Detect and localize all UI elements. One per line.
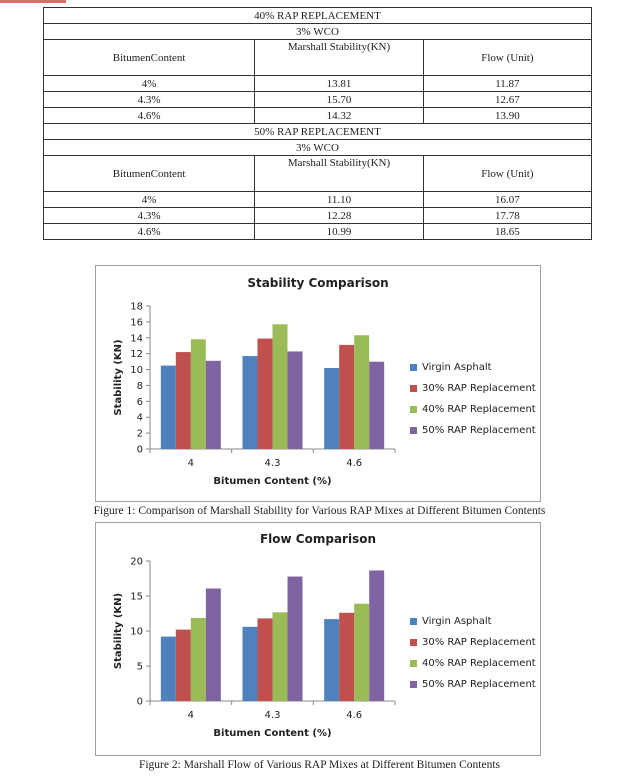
page-top-decoration <box>0 0 66 3</box>
header-bitumen-content: BitumenContent <box>44 156 255 192</box>
table-row <box>44 108 592 124</box>
x-axis-label: Bitumen Content (%) <box>213 476 332 487</box>
cell-bitumen: 4.6% <box>44 224 255 240</box>
y-tick-label: 15 <box>130 591 143 603</box>
x-axis-label: Bitumen Content (%) <box>213 728 332 739</box>
rap-results-table <box>43 7 592 240</box>
y-tick-label: 12 <box>130 349 143 361</box>
x-tick-label: 4.6 <box>346 458 363 469</box>
bar <box>258 339 273 449</box>
bar <box>243 627 258 701</box>
cell-flow: 16.07 <box>423 192 591 208</box>
legend-item: Virgin Asphalt <box>410 611 536 632</box>
table-40-title: 40% RAP REPLACEMENT <box>44 8 592 24</box>
stability-chart-legend <box>410 357 536 441</box>
y-tick-label: 10 <box>130 626 143 638</box>
bar <box>176 630 191 701</box>
y-axis-label: Stability (KN) <box>113 592 124 670</box>
y-tick-label: 0 <box>136 444 143 456</box>
cell-stability: 11.10 <box>255 192 423 208</box>
bar <box>288 577 303 701</box>
legend-item: 40% RAP Replacement <box>410 399 536 420</box>
y-tick-label: 16 <box>130 317 143 329</box>
legend-item: 50% RAP Replacement <box>410 674 536 695</box>
bar <box>258 618 273 701</box>
cell-stability: 14.32 <box>255 108 423 124</box>
y-tick-label: 18 <box>130 301 143 313</box>
y-tick-label: 14 <box>130 333 143 345</box>
cell-bitumen: 4.6% <box>44 108 255 124</box>
flow-chart <box>95 522 541 756</box>
header-marshall-stability: Marshall Stability(KN) <box>255 40 423 76</box>
table-row <box>44 192 592 208</box>
y-tick-label: 4 <box>136 412 143 424</box>
chart-title: Flow Comparison <box>259 532 377 546</box>
cell-stability: 13.81 <box>255 76 423 92</box>
flow-chart-legend <box>410 611 536 695</box>
cell-bitumen: 4% <box>44 192 255 208</box>
cell-flow: 17.78 <box>423 208 591 224</box>
bar <box>354 604 369 701</box>
x-tick-label: 4 <box>187 710 195 721</box>
table-row <box>44 208 592 224</box>
table-50-subtitle: 3% WCO <box>44 140 592 156</box>
y-tick-label: 2 <box>136 428 143 440</box>
y-tick-label: 0 <box>136 696 143 708</box>
bar <box>243 356 258 449</box>
stability-chart <box>95 265 541 502</box>
y-tick-label: 5 <box>136 661 143 673</box>
legend-item: 30% RAP Replacement <box>410 632 536 653</box>
cell-bitumen: 4.3% <box>44 208 255 224</box>
cell-stability: 10.99 <box>255 224 423 240</box>
cell-bitumen: 4.3% <box>44 92 255 108</box>
bar <box>354 335 369 449</box>
legend-item: Virgin Asphalt <box>410 357 536 378</box>
header-flow: Flow (Unit) <box>423 40 591 76</box>
bar <box>273 612 288 701</box>
bar <box>206 589 221 701</box>
y-axis-label: Stability (KN) <box>113 339 124 416</box>
header-bitumen-content: BitumenContent <box>44 40 255 76</box>
y-tick-label: 10 <box>130 365 143 377</box>
bar <box>324 368 339 449</box>
legend-item: 30% RAP Replacement <box>410 378 536 399</box>
bar <box>273 324 288 449</box>
bar <box>161 366 176 449</box>
x-tick-label: 4 <box>187 458 195 469</box>
header-flow: Flow (Unit) <box>423 156 591 192</box>
bar <box>324 619 339 701</box>
y-tick-label: 6 <box>136 396 143 408</box>
x-tick-label: 4.6 <box>346 710 363 721</box>
bar <box>339 613 354 701</box>
bar <box>288 351 303 449</box>
chart-title: Stability Comparison <box>247 276 389 290</box>
cell-flow: 12.67 <box>423 92 591 108</box>
cell-stability: 12.28 <box>255 208 423 224</box>
bar <box>176 352 191 449</box>
x-tick-label: 4.3 <box>264 710 281 721</box>
bar <box>191 339 206 449</box>
bar <box>161 637 176 701</box>
bar <box>369 362 384 449</box>
cell-flow: 18.65 <box>423 224 591 240</box>
bar <box>369 570 384 701</box>
table-40-subtitle: 3% WCO <box>44 24 592 40</box>
table-row <box>44 92 592 108</box>
legend-item: 40% RAP Replacement <box>410 653 536 674</box>
y-tick-label: 8 <box>136 380 143 392</box>
table-row <box>44 76 592 92</box>
figure-1-caption: Figure 1: Comparison of Marshall Stability for Various RAP Mixes at Different Bitumen Contents <box>93 505 546 517</box>
y-tick-label: 20 <box>130 556 143 568</box>
bar <box>191 618 206 701</box>
cell-flow: 11.87 <box>423 76 591 92</box>
header-marshall-stability: Marshall Stability(KN) <box>255 156 423 192</box>
x-tick-label: 4.3 <box>264 458 281 469</box>
cell-bitumen: 4% <box>44 76 255 92</box>
legend-item: 50% RAP Replacement <box>410 420 536 441</box>
cell-flow: 13.90 <box>423 108 591 124</box>
bar <box>206 361 221 449</box>
bar <box>339 345 354 449</box>
cell-stability: 15.70 <box>255 92 423 108</box>
figure-2-caption: Figure 2: Marshall Flow of Various RAP Mixes at Different Bitumen Contents <box>138 759 501 771</box>
table-row <box>44 224 592 240</box>
table-50-title: 50% RAP REPLACEMENT <box>44 124 592 140</box>
